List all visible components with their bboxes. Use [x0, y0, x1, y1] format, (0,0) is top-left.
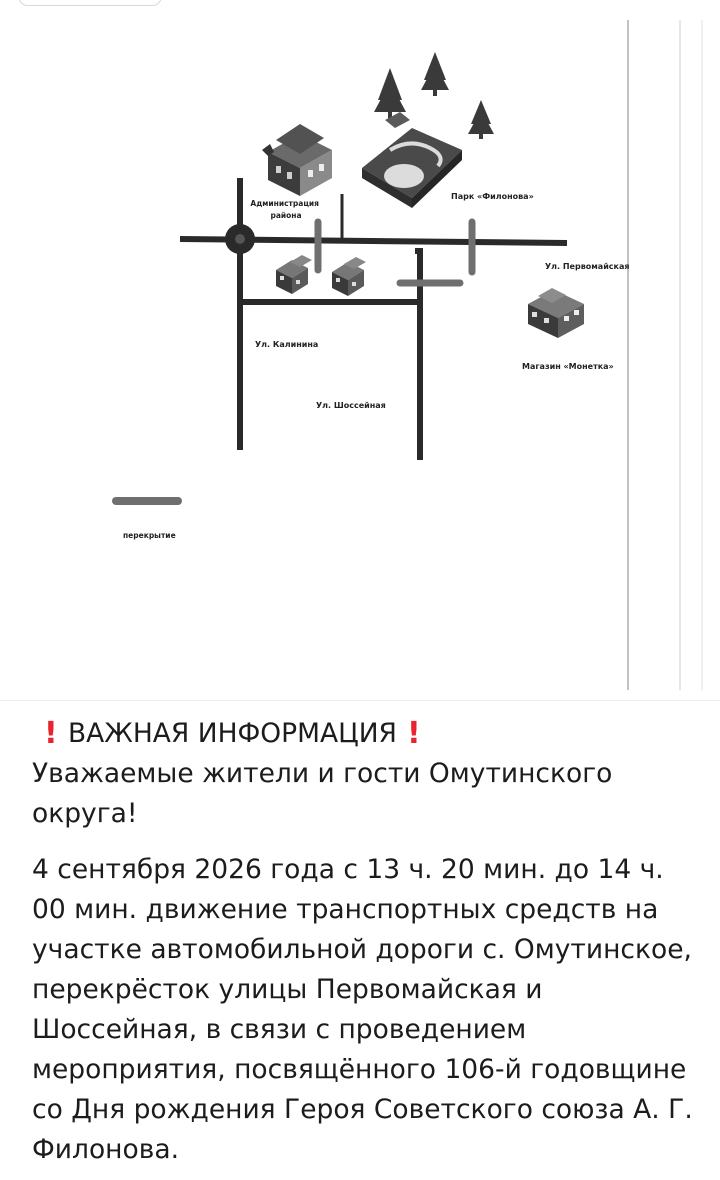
- post-body: 4 сентября 2026 года с 13 ч. 20 мин. до 14 ч. 00 мин. движение транспортных средств на участке автомобильной дороги с. Омутинское, перекрёсток улицы Первомайская и Шоссейная, в связи с проведением мероприятия, посвящённого 106-й годовщине со Дня рождения Героя Советского союза А. Г. Филонова.: [32, 854, 693, 1165]
- shop-building-icon: [528, 288, 584, 338]
- divider: [0, 700, 720, 701]
- headline-text: ВАЖНАЯ ИНФОРМАЦИЯ: [68, 718, 397, 749]
- tree-trunk: [433, 89, 437, 96]
- park-icon: [362, 112, 462, 208]
- label-shop: Магазин «Монетка»: [522, 362, 614, 371]
- post-text: [32, 714, 704, 1170]
- label-administration: Администрация района: [250, 199, 319, 220]
- exclamation-icon: !: [44, 716, 58, 751]
- residential-block-icon: [276, 255, 312, 294]
- label-park: Парк «Филонова»: [451, 192, 534, 201]
- tree-icon: [374, 82, 406, 112]
- post-greeting: Уважаемые жители и гости Омутинского округа!: [32, 758, 613, 829]
- post-headline: [32, 714, 704, 754]
- tree-trunk: [479, 133, 483, 139]
- label-kalinina: Ул. Калинина: [255, 340, 319, 349]
- road-network: [180, 178, 567, 460]
- exclamation-icon: !: [406, 716, 421, 751]
- label-pervomayskaya: Ул. Первомайская: [545, 262, 630, 271]
- residential-block-icon: [332, 257, 366, 296]
- label-shosseynaya: Ул. Шоссейная: [316, 401, 386, 410]
- park-trees: [374, 52, 494, 139]
- label-legend: перекрытие: [123, 531, 176, 540]
- roundabout-center: [235, 234, 245, 244]
- administration-building-icon: [262, 124, 332, 196]
